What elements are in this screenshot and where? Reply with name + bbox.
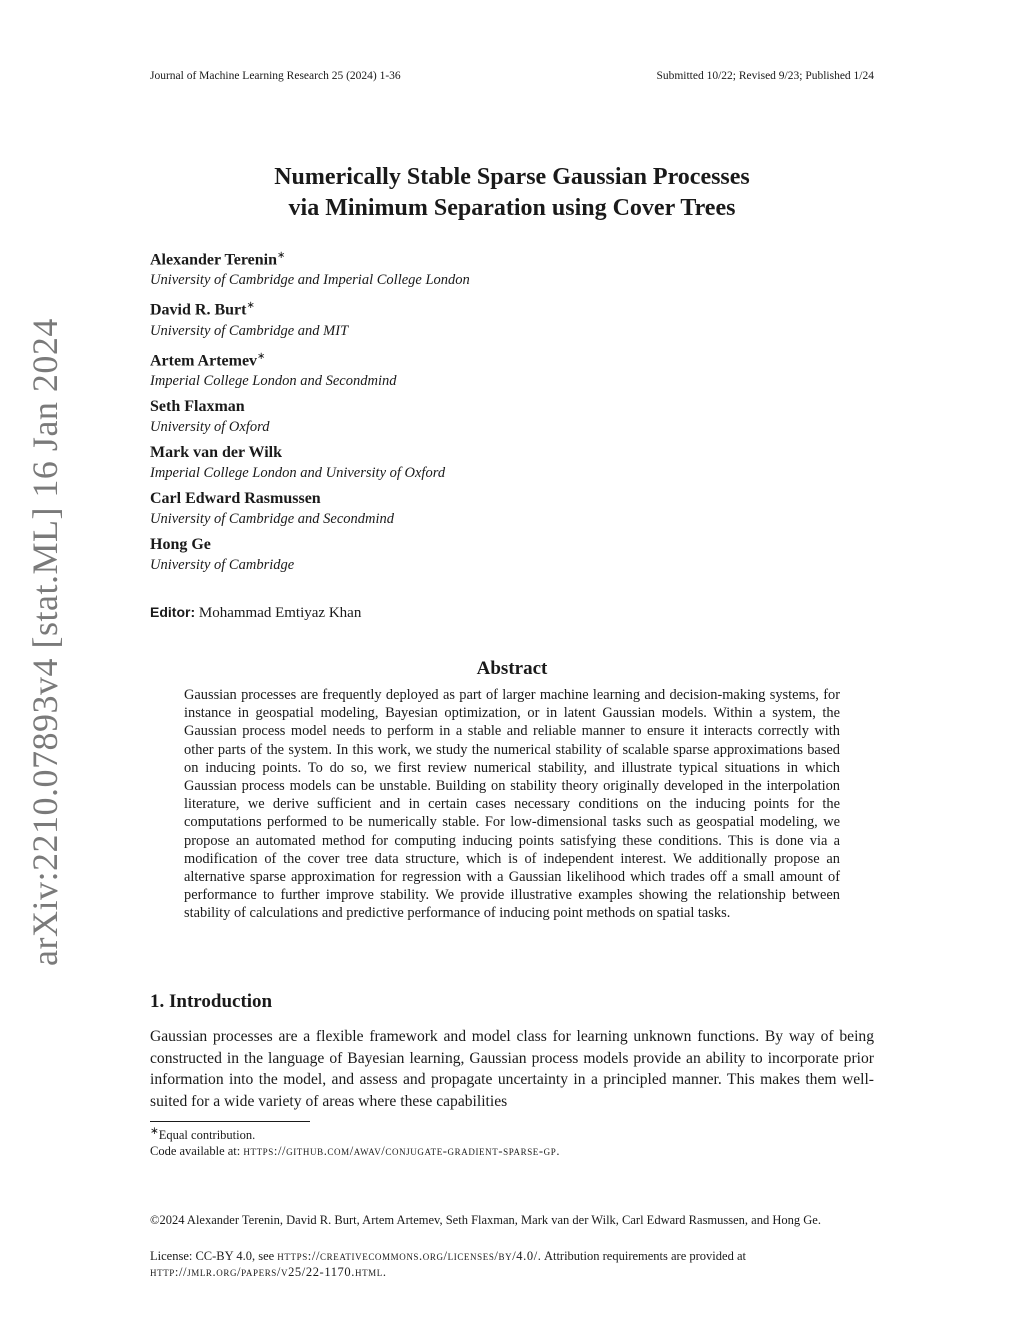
author-affiliation: Imperial College London and University of Oxford [150,464,446,481]
author-name: David R. Burt [150,301,247,319]
author-entry [150,489,874,529]
author-name: Artem Artemev [150,351,258,369]
paper-link[interactable]: http://jmlr.org/papers/v25/22-1170.html. [150,1264,387,1279]
footnotes [150,1124,874,1159]
license-link[interactable]: https://creativecommons.org/licenses/by/4.0/. [277,1249,542,1263]
author-entry [150,535,874,575]
license-middle: Attribution requirements are provided at [543,1249,746,1263]
abstract-text: Gaussian processes are frequently deployed as part of larger machine learning and decision-making systems, for instance in geospatial modeling, Bayesian optimization, or in latent Gaussian models. Within a system, the Gaussian process model needs to perform in a stable and reliable manner to ensure it interacts correctly with other parts of the system. In this work, we study the numerical stability of scalable sparse approximations based on inducing points. To do so, we first review numerical stability, and illustrate typical situations in which Gaussian process models can be unstable. Building on stability theory originally developed in the interpolation literature, we derive sufficient and in certain cases necessary conditions on the inducing points for the computations performed to be numerically stable. For low-dimensional tasks such as geospatial modeling, we propose an automated method for computing inducing points satisfying these conditions. This is done via a modification of the cover tree data structure, which is of independent interest. We additionally propose an alternative sparse approximation for regression with a Gaussian likelihood which trades off a small amount of performance to further improve stability. We provide illustrative examples showing the relationship between stability of calculations and predictive performance of inducing point methods on spatial tasks. [184,687,840,922]
code-repository-link[interactable]: https://github.com/awav/conjugate-gradient-sparse-gp. [243,1144,561,1159]
editor-line [150,604,361,622]
author-affiliation: University of Cambridge and Imperial College London [150,272,470,289]
footnote-mark: ∗ [150,1126,159,1137]
abstract-heading: Abstract [476,658,548,679]
footnote-equal-text: Equal contribution. [158,1128,256,1143]
author-name: Seth Flaxman [150,397,245,415]
journal-citation: Journal of Machine Learning Research 25 (2024) 1-36 [150,70,401,82]
copyright-symbol: © [150,1213,160,1227]
arxiv-identifier-stamp [24,318,66,966]
arxiv-id-text: arXiv:2210.07893v4 [stat.ML] 16 Jan 2024 [25,318,65,966]
author-affiliation: University of Cambridge and MIT [150,322,349,339]
author-affiliation: University of Cambridge and Secondmind [150,510,395,527]
author-name: Alexander Terenin [150,251,277,269]
author-entry [150,246,874,290]
equal-contribution-mark: ∗ [246,300,255,312]
footnote-divider [150,1121,310,1122]
title-line-1: Numerically Stable Sparse Gaussian Processes [274,164,750,190]
editor-name: Mohammad Emtiyaz Khan [198,605,362,621]
author-entry [150,296,874,340]
title-line-2: via Minimum Separation using Cover Trees [288,195,736,221]
author-affiliation: University of Oxford [150,418,270,435]
introduction-text: Gaussian processes are a flexible framework and model class for learning unknown functions. By way of being constructed in the language of Bayesian learning, Gaussian process models provide an ability to incorporate prior information into the model, and assess and propagate uncertainty in a principled manner. This makes them well-suited for a wide variety of areas where these capabilities [150,1028,874,1110]
footnote-equal-contribution [150,1124,874,1143]
code-label: Code available at: [150,1144,241,1159]
author-entry [150,443,874,483]
author-name: Carl Edward Rasmussen [150,489,321,507]
editor-label: Editor: [150,604,196,620]
copyright-text: 2024 Alexander Terenin, David R. Burt, Artem Artemev, Seth Flaxman, Mark van der Wilk, Carl Edward Rasmussen, and Hong Ge. [159,1213,821,1227]
copyright-notice [150,1213,874,1229]
equal-contribution-mark: ∗ [257,350,266,362]
author-entry [150,347,874,391]
introduction-heading: 1. Introduction [150,991,273,1012]
publication-dates: Submitted 10/22; Revised 9/23; Published 1/24 [656,70,874,82]
author-affiliation: University of Cambridge [150,556,295,573]
footnote-code [150,1143,874,1159]
author-entry [150,397,874,437]
license-notice [150,1249,874,1280]
license-prefix: License: CC-BY 4.0, see [150,1249,275,1263]
author-name: Hong Ge [150,535,211,553]
author-affiliation: Imperial College London and Secondmind [150,372,397,389]
author-list [150,246,874,581]
paper-title [150,162,874,224]
equal-contribution-mark: ∗ [276,250,286,261]
author-name: Mark van der Wilk [150,443,283,461]
